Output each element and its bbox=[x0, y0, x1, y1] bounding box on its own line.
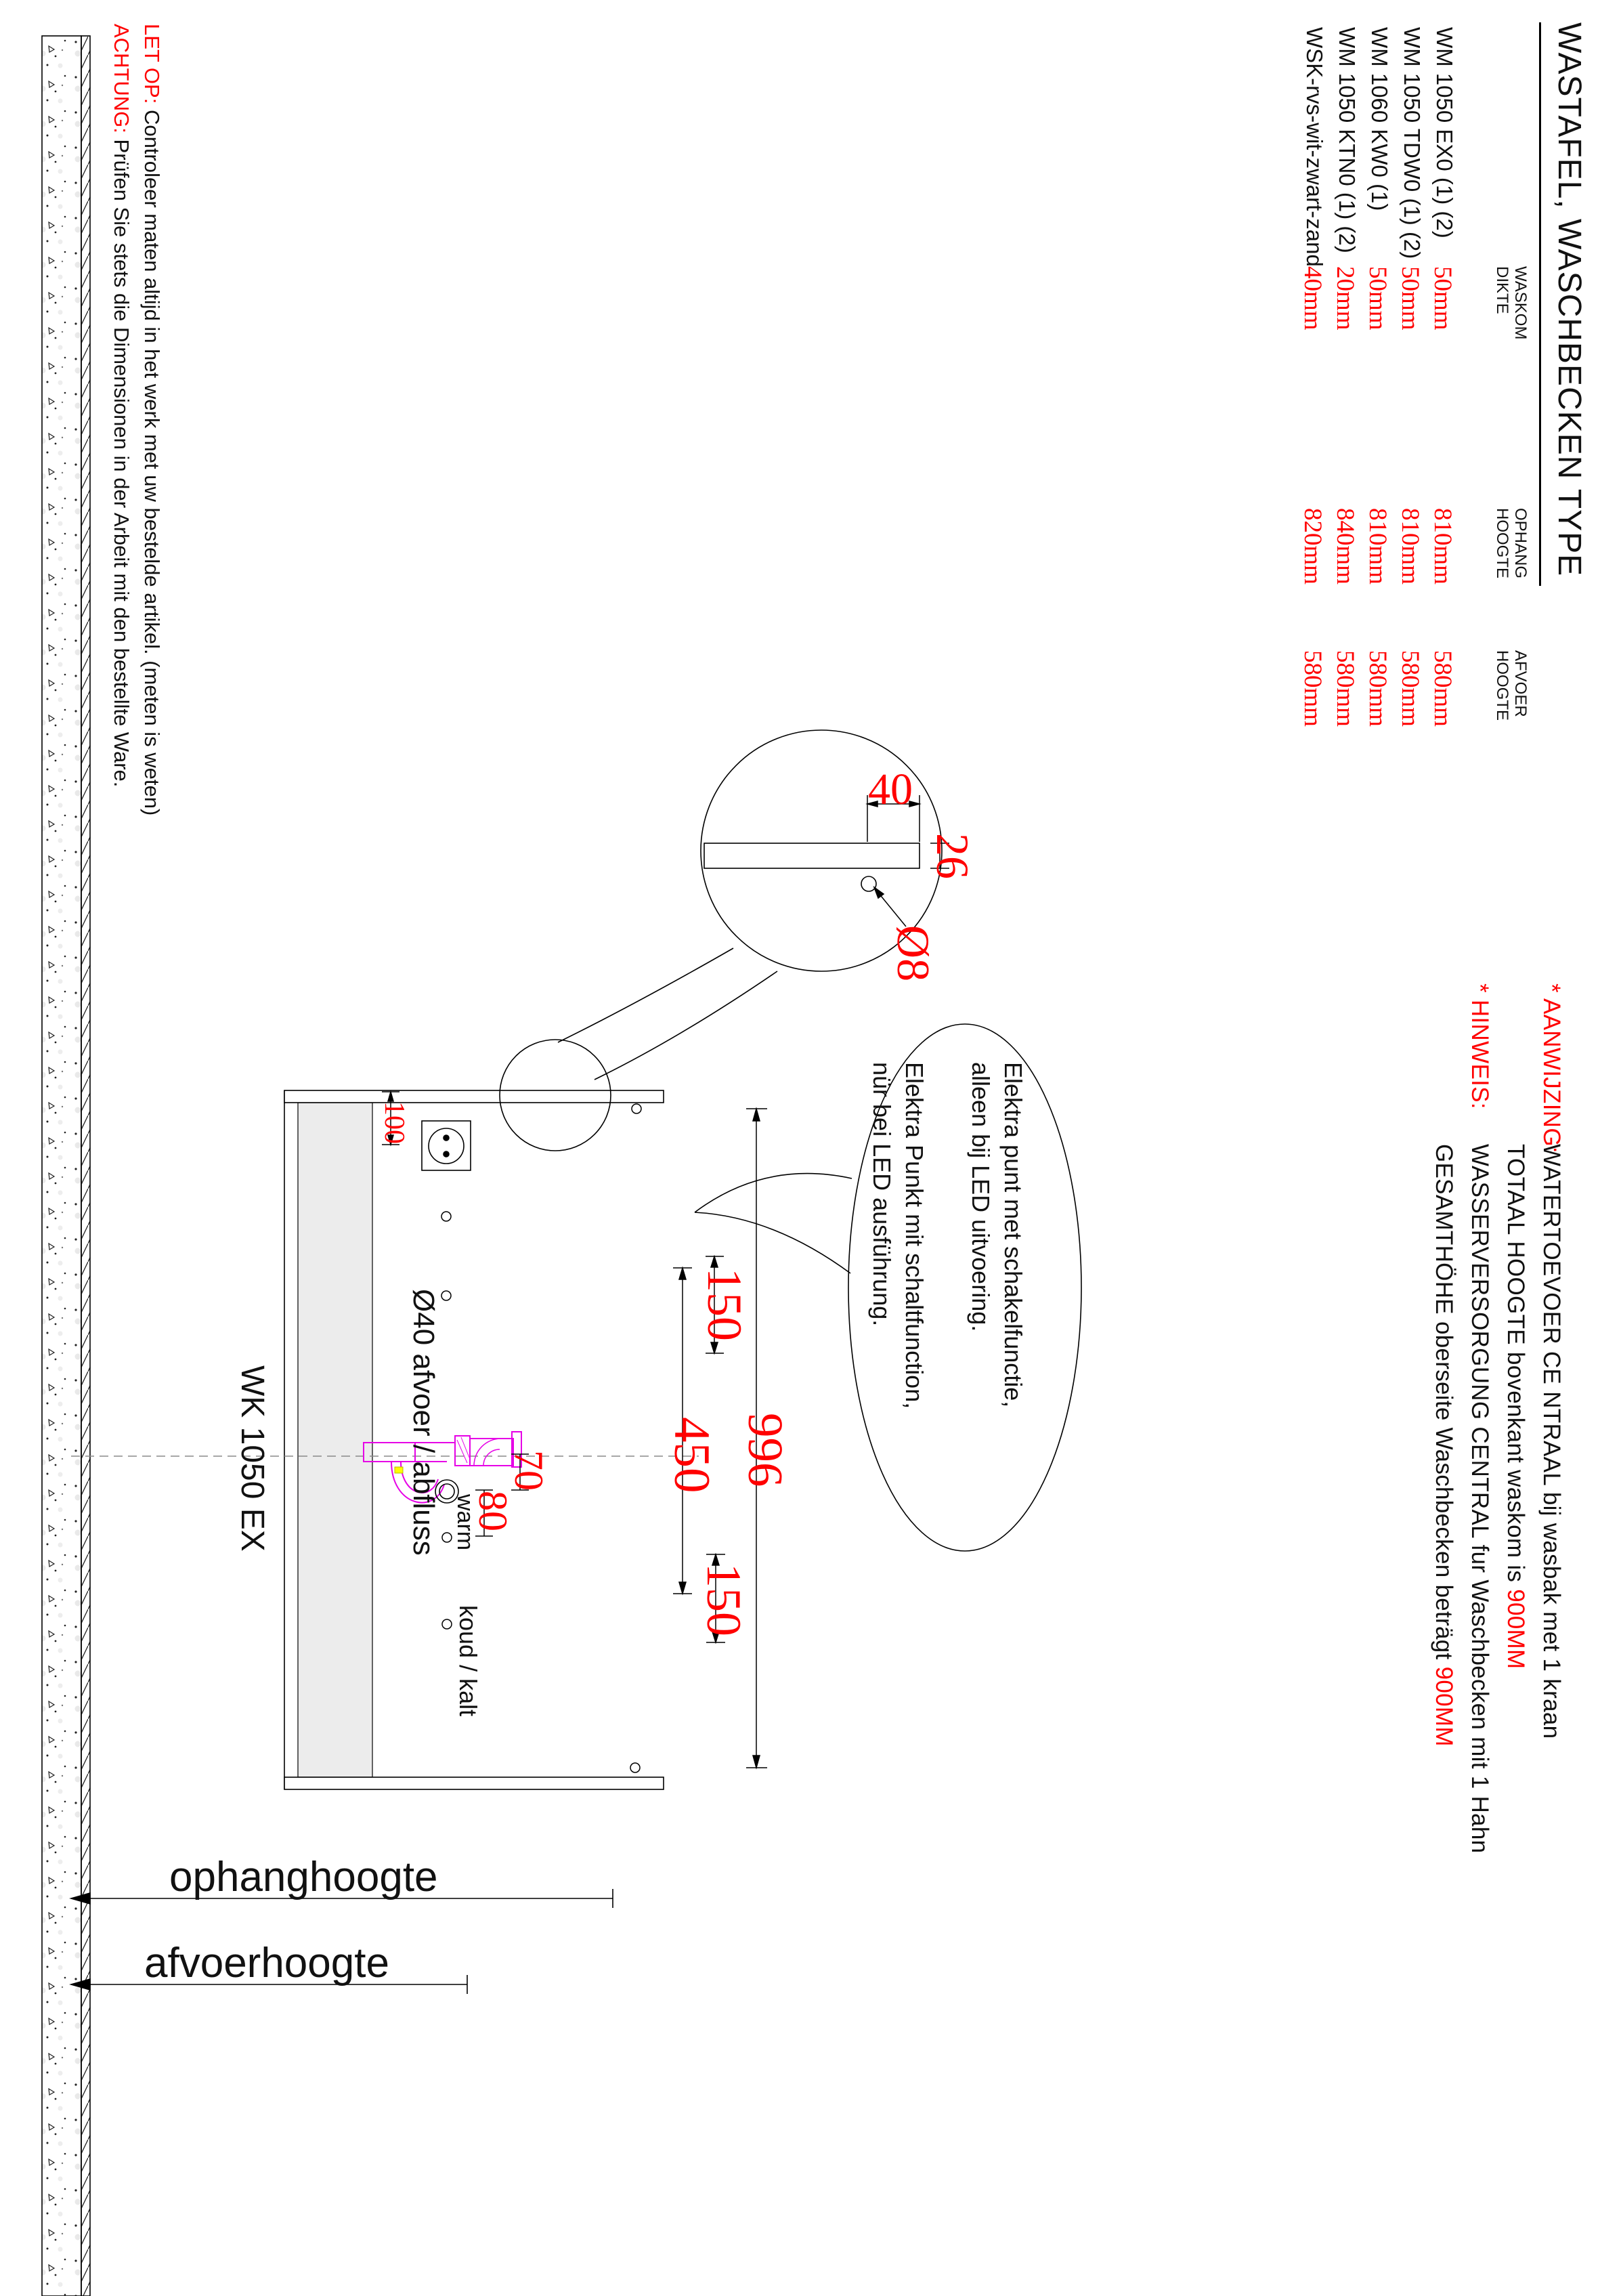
gesamthoehe-value: 900MM bbox=[1431, 1666, 1457, 1747]
callout-text-block bbox=[865, 1062, 1029, 1604]
ophang-hoogte: 810mm bbox=[1364, 508, 1391, 585]
drain-height-label: afvoerhoogte bbox=[144, 1940, 389, 1986]
seal-marker bbox=[395, 1467, 403, 1473]
table-title: WASTAFEL, WASCHBECKEN TYPE bbox=[1539, 22, 1588, 586]
notice-block bbox=[106, 24, 167, 938]
waskom-dikte: 40mm bbox=[1299, 266, 1326, 331]
dim-cold-offset: 80 bbox=[471, 1491, 515, 1531]
waskom-dikte: 50mm bbox=[1364, 266, 1391, 331]
ophang-hoogte: 840mm bbox=[1331, 508, 1359, 585]
basin-type-table bbox=[1249, 17, 1588, 796]
instruction-block bbox=[1426, 983, 1570, 1854]
table-header-ophang: OPHANG HOOGTE bbox=[1493, 508, 1530, 579]
waskom-dikte: 50mm bbox=[1396, 266, 1424, 331]
instruction-de-line1 bbox=[1462, 983, 1498, 1854]
aanwijzing-label: * AANWIJZING: bbox=[1538, 983, 1565, 1153]
dim-warm-offset: 70 bbox=[506, 1450, 551, 1491]
model-name: WSK-rvs-wit-zwart-zand bbox=[1302, 27, 1327, 267]
totaal-hoogte-text: TOTAAL HOOGTE bovenkant waskom is bbox=[1502, 1144, 1529, 1590]
callout-line-1: Elektra punt met schakelfunctie, bbox=[999, 1062, 1027, 1408]
dim-hole-diameter: Ø8 bbox=[888, 925, 939, 982]
notice-nl bbox=[137, 24, 167, 938]
hinweis-text: WASSERVERSORGUNG CENTRAL fur Waschbecken mit 1 Hahn bbox=[1467, 1144, 1493, 1854]
afvoer-hoogte: 580mm bbox=[1396, 650, 1424, 727]
model-label: WK 1050 EX bbox=[234, 1365, 270, 1552]
dim-total-width: 996 bbox=[738, 1413, 793, 1487]
dim-mid-spacing: 450 bbox=[664, 1417, 720, 1493]
hang-height-label: ophanghoogte bbox=[169, 1854, 438, 1900]
dim-bottom-spacing: 150 bbox=[697, 1563, 751, 1636]
dim-outlet-offset: 100 bbox=[379, 1101, 410, 1144]
model-name: WM 1050 TDW0 (1) (2) bbox=[1400, 27, 1425, 259]
ophang-hoogte: 820mm bbox=[1299, 508, 1326, 585]
gesamthoehe-text: GESAMTHÖHE oberseite Waschbecken beträgt bbox=[1431, 1144, 1457, 1667]
dim-top-spacing: 150 bbox=[697, 1268, 752, 1341]
afvoer-hoogte: 580mm bbox=[1429, 650, 1456, 727]
ophang-hoogte: 810mm bbox=[1396, 508, 1424, 585]
drain-label: Ø40 afvoer / abfluss bbox=[407, 1289, 440, 1556]
callout-line-3: Elektra Punkt mit schaltfunction, bbox=[901, 1062, 928, 1409]
model-name: WM 1060 KW0 (1) bbox=[1367, 27, 1392, 211]
cold-label: koud / kalt bbox=[454, 1605, 482, 1717]
ophang-hoogte: 810mm bbox=[1429, 508, 1456, 585]
table-header-waskom: WASKOM DIKTE bbox=[1493, 266, 1530, 340]
callout-line-2: alleen bij LED uitvoering. bbox=[967, 1062, 995, 1332]
afvoer-hoogte: 580mm bbox=[1299, 650, 1326, 727]
table-header-afvoer: AFVOER HOOGTE bbox=[1493, 650, 1530, 721]
warm-label: warm bbox=[452, 1494, 478, 1551]
callout-line-4: nür bei LED ausführung. bbox=[868, 1062, 896, 1327]
afvoer-hoogte: 580mm bbox=[1331, 650, 1359, 727]
instruction-nl-line1 bbox=[1534, 983, 1570, 1850]
notice-de bbox=[106, 24, 137, 938]
notice-nl-text: Controleer maten altijd in het werk met uw bestelde artikel. (meten is weten) bbox=[140, 109, 164, 816]
hinweis-label: * HINWEIS: bbox=[1467, 983, 1493, 1109]
dim-panel-thickness: 26 bbox=[927, 833, 978, 879]
instruction-nl-line2 bbox=[1498, 983, 1534, 1850]
notice-de-label: ACHTUNG: bbox=[110, 24, 133, 133]
totaal-hoogte-value: 900MM bbox=[1502, 1589, 1529, 1670]
instruction-de-line2 bbox=[1426, 983, 1462, 1850]
waskom-dikte: 20mm bbox=[1331, 266, 1359, 331]
aanwijzing-text: WATERTOEVOER CE NTRAAL bij wasbak met 1 kraan bbox=[1538, 1144, 1565, 1739]
dim-panel-offset: 40 bbox=[868, 765, 913, 814]
notice-de-text: Prüfen Sie stets die Dimensionen in der Arbeit mit den bestellte Ware. bbox=[110, 139, 133, 788]
waskom-dikte: 50mm bbox=[1429, 266, 1456, 331]
model-name: WM 1050 EX0 (1) (2) bbox=[1432, 27, 1457, 238]
afvoer-hoogte: 580mm bbox=[1364, 650, 1391, 727]
model-name: WM 1050 KTN0 (1) (2) bbox=[1335, 27, 1360, 253]
notice-nl-label: LET OP: bbox=[140, 24, 164, 104]
wall-section bbox=[42, 36, 90, 2296]
outlet-symbol-icon bbox=[422, 1121, 471, 1170]
